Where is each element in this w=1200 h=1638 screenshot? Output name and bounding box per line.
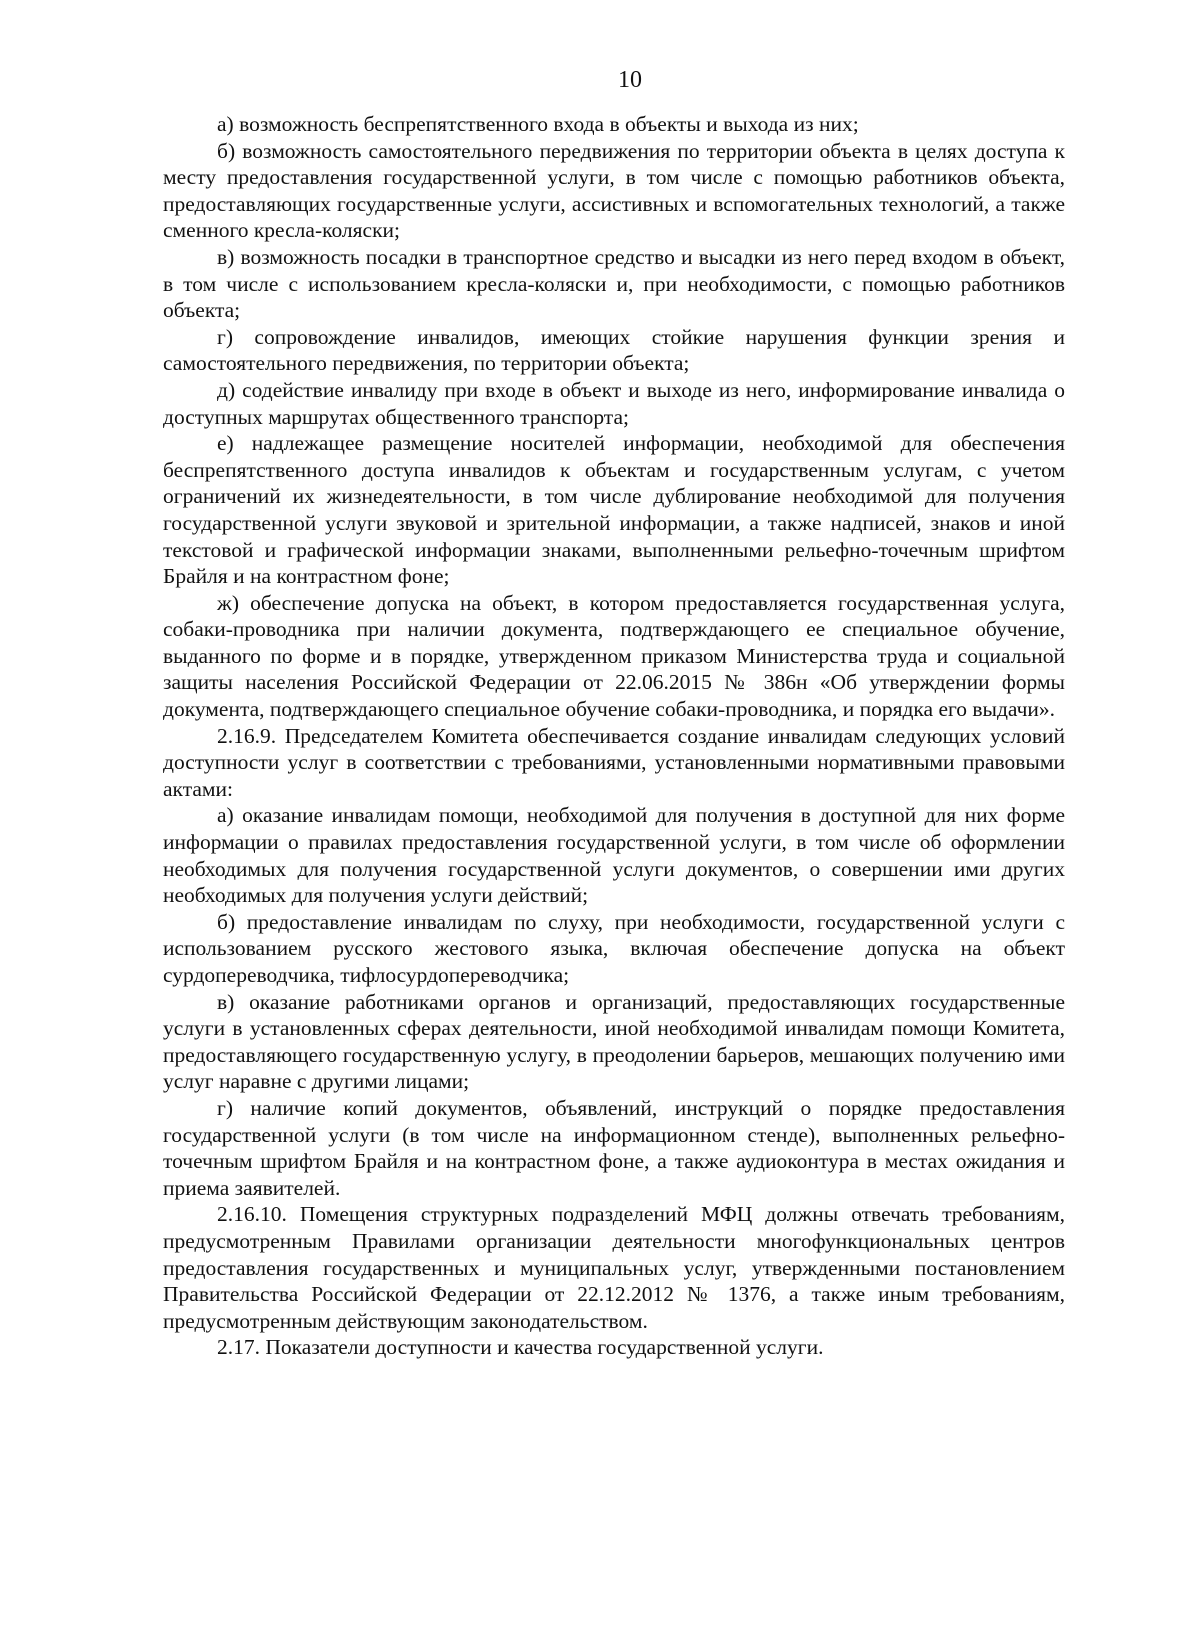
document-body xyxy=(163,111,1065,1361)
paragraph-assistance-informing: д) содействие инвалиду при входе в объект и выходе из него, информирование инвалида о доступных маршрутах общественного транспорта; xyxy=(163,377,1065,429)
paragraph-sign-language: б) предоставление инвалидам по слуху, при необходимости, государственной услуги с использованием русского жестового языка, включая обеспечение допуска на объект сурдопереводчика, тифлосурдопереводчика; xyxy=(163,909,1065,987)
paragraph-escort: г) сопровождение инвалидов, имеющих стойкие нарушения функции зрения и самостоятельного передвижения, по территории объекта; xyxy=(163,324,1065,376)
paragraph-help-information: а) оказание инвалидам помощи, необходимой для получения в доступной для них форме информации о правилах предоставления государственной услуги, в том числе об оформлении необходимых для получения государственной услуги документов, о совершении ими других необходимых для получения услуги действий; xyxy=(163,803,1065,908)
paragraph-2-17: 2.17. Показатели доступности и качества государственной услуги. xyxy=(217,1335,824,1360)
page-number: 10 xyxy=(618,67,642,93)
paragraph-guide-dog: ж) обеспечение допуска на объект, в котором предоставляется государственная услуга, собаки-проводника при наличии документа, подтверждающего ее специальное обучение, выданного по форме и в порядке, утвержденном приказом Министерства труда и социальной защиты населения Российской Федерации от 22.06.2015 № 386н «Об утверждении формы документа, подтверждающего специальное обучение собаки-проводника, и порядка его выдачи». xyxy=(163,590,1065,722)
paragraph-vehicle-boarding: в) возможность посадки в транспортное средство и высадки из него перед входом в объект, в том числе с использованием кресла-коляски и, при необходимости, с помощью работников объекта; xyxy=(163,244,1065,323)
paragraph-2-16-10: 2.16.10. Помещения структурных подразделений МФЦ должны отвечать требованиям, предусмотренным Правилами организации деятельности многофункциональных центров предоставления государственных и муниципальных услуг, утвержденными постановлением Правительства Российской Федерации от 22.12.2012 № 1376, а также иным требованиям, предусмотренным действующим законодательством. xyxy=(163,1202,1065,1333)
paragraph-2-16-9: 2.16.9. Председателем Комитета обеспечивается создание инвалидам следующих условий доступности услуг в соответствии с требованиями, установленными нормативными правовыми актами: xyxy=(163,723,1065,801)
paragraph-independent-movement: б) возможность самостоятельного передвижения по территории объекта в целях доступа к месту предоставления государственной услуги, в том числе с помощью работников объекта, предоставляющих государственные услуги, ассистивных и вспомогательных технологий, а также сменного кресла-коляски; xyxy=(163,138,1065,243)
paragraph-access-entry: а) возможность беспрепятственного входа в объекты и выхода из них; xyxy=(217,112,859,136)
paragraph-braille-copies: г) наличие копий документов, объявлений, инструкций о порядке предоставления государственной услуги (в том числе на информационном стенде), выполненных рельефно-точечным шрифтом Брайля и на контрастном фоне, а также аудиоконтура в местах ожидания и приема заявителей. xyxy=(163,1095,1065,1200)
paragraph-staff-assistance: в) оказание работниками органов и организаций, предоставляющих государственные услуги в установленных сферах деятельности, иной необходимой инвалидам помощи Комитета, предоставляющего государственную услугу, в преодолении барьеров, мешающих получению ими услуг наравне с другими лицами; xyxy=(163,989,1065,1094)
paragraph-information-placement: е) надлежащее размещение носителей информации, необходимой для обеспечения беспрепятственного доступа инвалидов к объектам и государственным услугам, с учетом ограничений их жизнедеятельности, в том числе дублирование необходимой для получения государственной услуги звуковой и зрительной информации, а также надписей, знаков и иной текстовой и графической информации знаками, выполненными рельефно-точечным шрифтом Брайля и на контрастном фоне; xyxy=(163,431,1065,589)
